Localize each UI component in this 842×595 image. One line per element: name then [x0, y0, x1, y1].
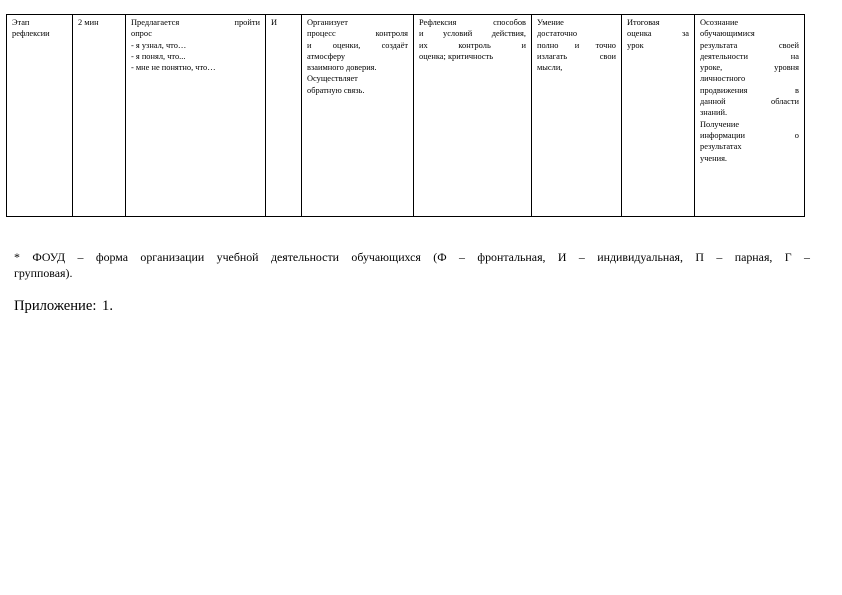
student-activity-line: взаимного доверия. — [307, 63, 377, 73]
result-line: обучающимися — [700, 29, 755, 39]
ud-regulatory-line: оценка; критичность — [419, 51, 494, 61]
duration-text: 2 мин — [78, 18, 99, 27]
stage-line: рефлексии — [12, 29, 50, 39]
assessment-line: урок — [627, 40, 644, 50]
student-activity-line: процесс контроля — [307, 29, 408, 39]
ud-communicative-line: достаточно — [537, 29, 578, 39]
teacher-action-line: - я узнал, что… — [131, 40, 187, 50]
form-text: И — [271, 18, 278, 27]
teacher-action-line: опрос — [131, 29, 152, 39]
appendix-reference: Приложение: 1. — [14, 298, 113, 314]
table-row — [7, 15, 805, 217]
ud-communicative-line: полно и точно — [537, 40, 616, 50]
ud-regulatory-line: и условий действия, — [419, 29, 526, 39]
cell-student-activity — [302, 15, 414, 217]
result-line: учения. — [700, 153, 728, 163]
footnote — [14, 249, 810, 281]
result-line: уроке, уровня — [700, 63, 799, 73]
cell-ud-communicative — [532, 15, 622, 217]
assessment-line: оценка за — [627, 29, 689, 39]
result-line: знаний. — [700, 108, 728, 118]
teacher-action-line: - мне не понятно, что… — [131, 63, 216, 73]
footnote-line: групповая). — [14, 266, 73, 280]
result-line: результатах — [700, 142, 742, 152]
result-line: информации о — [700, 130, 799, 140]
assessment-line: Итоговая — [627, 18, 660, 27]
ud-communicative-line: мысли, — [537, 63, 563, 73]
result-line: данной области — [700, 97, 799, 107]
result-line: Осознание — [700, 18, 739, 27]
ud-regulatory-line: их контроль и — [419, 40, 526, 50]
cell-form — [266, 15, 302, 217]
student-activity-line: и оценки, создаёт — [307, 40, 408, 50]
cell-assessment — [622, 15, 695, 217]
ud-regulatory-line: Рефлексия способов — [419, 18, 526, 27]
cell-duration — [73, 15, 126, 217]
ud-communicative-line: излагать свои — [537, 51, 616, 61]
lesson-stage-table — [6, 14, 805, 217]
student-activity-line: обратную связь. — [307, 85, 365, 95]
student-activity-line: атмосферу — [307, 51, 346, 61]
cell-teacher-action — [126, 15, 266, 217]
result-line: личностного — [700, 74, 746, 84]
result-line: продвижения в — [700, 85, 799, 95]
teacher-action-line: - я понял, что... — [131, 51, 186, 61]
cell-result — [695, 15, 805, 217]
result-line: Получение — [700, 119, 740, 129]
student-activity-line: Осуществляет — [307, 74, 358, 84]
ud-communicative-line: Умение — [537, 18, 564, 27]
student-activity-line: Организует — [307, 18, 348, 27]
result-line: деятельности на — [700, 51, 799, 61]
cell-stage — [7, 15, 73, 217]
result-line: результата своей — [700, 40, 799, 50]
cell-ud-regulatory — [414, 15, 532, 217]
footnote-line: * ФОУД – форма организации учебной деятельности обучающихся (Ф – фронтальная, И – индивидуальная, П – парная, Г – — [14, 250, 810, 264]
teacher-action-line: Предлагается пройти — [131, 18, 260, 27]
stage-line: Этап — [12, 18, 30, 27]
